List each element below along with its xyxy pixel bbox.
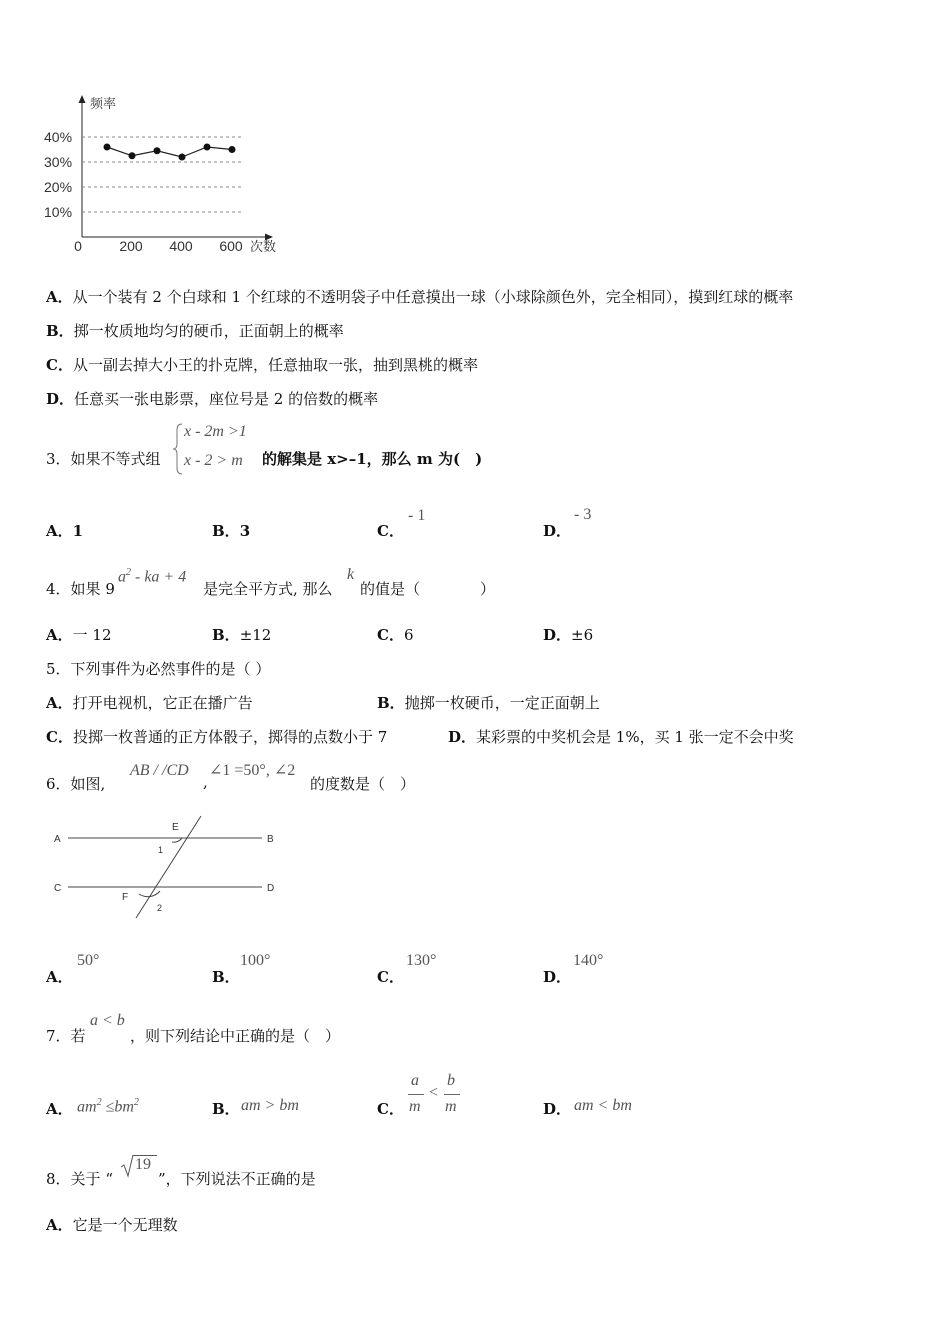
q7-condition: a < b — [90, 1012, 125, 1029]
option-label: C． — [377, 522, 404, 540]
option-text: 某彩票的中奖机会是 1%，买 1 张一定不会中奖 — [476, 728, 794, 746]
q2-option-b[interactable] — [46, 320, 344, 341]
label-b: B — [267, 834, 274, 845]
option-label: D． — [543, 1100, 572, 1118]
angle-2-arc — [139, 891, 160, 897]
option-label: D． — [543, 968, 572, 986]
option-text: 任意买一张电影票，座位号是 2 的倍数的概率 — [74, 390, 379, 408]
q7-option-d-expr: am < bm — [574, 1097, 632, 1114]
option-label: D． — [543, 522, 572, 540]
q3-option-d[interactable] — [543, 520, 571, 541]
y-tick-label: 40% — [44, 129, 73, 145]
y-tick-label: 20% — [44, 179, 73, 195]
label-e: E — [172, 822, 179, 833]
angle-1-arc — [172, 838, 182, 842]
x-tick-label: 400 — [169, 238, 193, 254]
option-label: B． — [46, 322, 74, 340]
system-brace — [172, 422, 184, 476]
q8-stem-post: ”，下列说法不正确的是 — [158, 1170, 316, 1188]
q7-option-c-num1: a — [411, 1072, 419, 1089]
question-text: 下列事件为必然事件的是（ ） — [70, 660, 271, 678]
question-text: 关于 “ — [70, 1170, 113, 1188]
option-label: D． — [448, 728, 477, 746]
fraction-bar — [444, 1094, 460, 1095]
q3-stem-post: 的解集是 x>–1，那么 m 为( ) — [262, 450, 483, 468]
q6-angle: ∠1 =50°, ∠2 — [209, 762, 296, 779]
option-value: 一 12 — [72, 626, 112, 644]
q8-stem-pre — [46, 1168, 113, 1189]
q3-option-c-value: - 1 — [408, 507, 426, 524]
option-label: A． — [46, 288, 73, 306]
option-text: 投掷一枚普通的正方体骰子，掷得的点数小于 7 — [72, 728, 388, 746]
option-label: B． — [377, 694, 405, 712]
q6-option-b-value: 100° — [240, 952, 271, 969]
option-label: B． — [212, 1100, 240, 1118]
x-axis-label: 次数 — [250, 239, 277, 254]
option-text: 它是一个无理数 — [72, 1216, 178, 1234]
sqrt-sign — [120, 1153, 134, 1179]
x-tick-label: 0 — [74, 238, 82, 254]
chart-series — [104, 144, 236, 161]
option-label: C． — [377, 1100, 404, 1118]
label-f: F — [122, 892, 129, 903]
option-value: ±6 — [571, 626, 594, 644]
question-text: 如图, — [70, 775, 106, 793]
label-d: D — [267, 883, 275, 894]
x-tick-label: 200 — [119, 238, 143, 254]
question-number: 7． — [46, 1027, 71, 1045]
option-value: 3 — [239, 522, 251, 540]
q6-stem-pre — [46, 773, 105, 794]
q6-option-d-value: 140° — [573, 952, 604, 969]
q7-option-c[interactable] — [377, 1098, 404, 1119]
q4-stem-mid: 是完全平方式, 那么 — [203, 580, 333, 598]
label-angle-1: 1 — [158, 845, 164, 855]
q3-inequality-2: x - 2 > m — [184, 452, 243, 469]
q4-option-d[interactable] — [543, 624, 593, 645]
label-angle-2: 2 — [157, 903, 163, 913]
option-label: D． — [46, 390, 75, 408]
option-label: C． — [377, 626, 404, 644]
q7-option-a-expr: $am^2 \le bm^2$ — [77, 1097, 139, 1116]
option-label: A． — [46, 522, 73, 540]
question-text: 如果 9 — [70, 580, 115, 598]
question-number: 8． — [46, 1170, 71, 1188]
y-tick-label: 10% — [44, 204, 73, 220]
y-tick-label: 30% — [44, 154, 73, 170]
q7-option-c-num2: b — [447, 1072, 455, 1089]
q3-option-b[interactable] — [212, 520, 250, 541]
q7-option-b[interactable] — [212, 1098, 240, 1119]
question-number: 5． — [46, 660, 71, 678]
transversal-ef — [136, 816, 201, 918]
frequency-line-chart — [40, 92, 280, 262]
data-point — [154, 147, 161, 154]
option-label: C． — [46, 728, 73, 746]
q7-option-c-den2: m — [445, 1098, 457, 1115]
q6-option-d[interactable] — [543, 966, 571, 987]
data-point — [229, 146, 236, 153]
q3-option-c[interactable] — [377, 520, 404, 541]
q4-option-b[interactable] — [212, 624, 271, 645]
q2-option-d[interactable] — [46, 388, 378, 409]
q2-option-c[interactable] — [46, 354, 478, 375]
q6-option-c[interactable] — [377, 966, 404, 987]
q7-stem-post: ，则下列结论中正确的是（ ） — [130, 1027, 341, 1045]
q7-option-b-expr: am > bm — [241, 1097, 299, 1114]
q4-expression: $a^2$ - ka + 4 — [118, 567, 187, 586]
option-text: 掷一枚质地均匀的硬币，正面朝上的概率 — [73, 322, 344, 340]
option-text: 抛掷一枚硬币，一定正面朝上 — [404, 694, 600, 712]
question-text: 若 — [70, 1027, 86, 1045]
q3-option-a[interactable] — [46, 520, 83, 541]
option-label: A． — [46, 968, 73, 986]
option-value: 1 — [72, 522, 84, 540]
label-a: A — [54, 834, 61, 845]
option-label: B． — [212, 968, 240, 986]
data-point — [129, 152, 136, 159]
q6-comma: , — [203, 773, 208, 791]
q7-option-d[interactable] — [543, 1098, 571, 1119]
q4-stem-pre — [46, 578, 115, 599]
chart-axes — [79, 95, 274, 241]
q3-stem-pre — [46, 448, 161, 469]
q7-option-c-den1: m — [409, 1098, 421, 1115]
q5-option-d[interactable] — [448, 726, 794, 747]
q7-option-c-op: < — [429, 1084, 439, 1101]
option-label: A． — [46, 626, 73, 644]
option-label: A． — [46, 1216, 73, 1234]
option-value: ±12 — [239, 626, 272, 644]
q6-stem-post: 的度数是（ ） — [310, 775, 416, 793]
q5-stem — [46, 658, 270, 679]
q6-option-b[interactable] — [212, 966, 240, 987]
q2-option-a[interactable] — [46, 286, 793, 307]
question-number: 6． — [46, 775, 71, 793]
option-text: 从一副去掉大小王的扑克牌，任意抽取一张，抽到黑桃的概率 — [72, 356, 478, 374]
data-point — [179, 154, 186, 161]
y-axis-label: 频率 — [90, 96, 117, 111]
q4-option-a[interactable] — [46, 624, 112, 645]
q8-radicand: 19 — [135, 1156, 151, 1173]
q6-option-a-value: 50° — [77, 952, 100, 969]
q5-option-c[interactable] — [46, 726, 387, 747]
q6-option-a[interactable] — [46, 966, 73, 987]
q5-option-a[interactable] — [46, 692, 253, 713]
series-line — [107, 147, 232, 157]
data-point — [104, 144, 111, 151]
q4-variable-k: k — [347, 566, 355, 583]
option-label: B． — [212, 522, 240, 540]
q7-stem-pre — [46, 1025, 86, 1046]
option-text: 打开电视机，它正在播广告 — [72, 694, 253, 712]
data-point — [204, 144, 211, 151]
option-label: A． — [46, 1100, 73, 1118]
q4-option-c[interactable] — [377, 624, 414, 645]
q3-option-d-value: - 3 — [574, 506, 592, 523]
label-c: C — [54, 883, 62, 894]
parallel-lines-figure — [44, 812, 284, 922]
option-label: A． — [46, 694, 73, 712]
x-tick-label: 600 — [219, 238, 243, 254]
y-axis-arrow — [79, 95, 86, 103]
question-number: 4． — [46, 580, 71, 598]
option-label: B． — [212, 626, 240, 644]
q6-parallel: AB / /CD — [130, 762, 189, 779]
fraction-bar — [408, 1094, 424, 1095]
q6-option-c-value: 130° — [406, 952, 437, 969]
q7-option-a[interactable] — [46, 1098, 73, 1119]
question-number: 3． — [46, 450, 71, 468]
option-text: 从一个装有 2 个白球和 1 个红球的不透明袋子中任意摸出一球（小球除颜色外，完全相同），摸到红球的概率 — [72, 288, 794, 306]
option-label: C． — [377, 968, 404, 986]
q8-option-a[interactable] — [46, 1214, 178, 1235]
option-label: D． — [543, 626, 572, 644]
option-label: C． — [46, 356, 73, 374]
option-value: 6 — [403, 626, 414, 644]
question-text: 如果不等式组 — [70, 450, 161, 468]
q4-stem-post: 的值是（ ） — [360, 580, 496, 598]
q5-option-b[interactable] — [377, 692, 600, 713]
q3-inequality-1: x - 2m >1 — [184, 423, 247, 440]
